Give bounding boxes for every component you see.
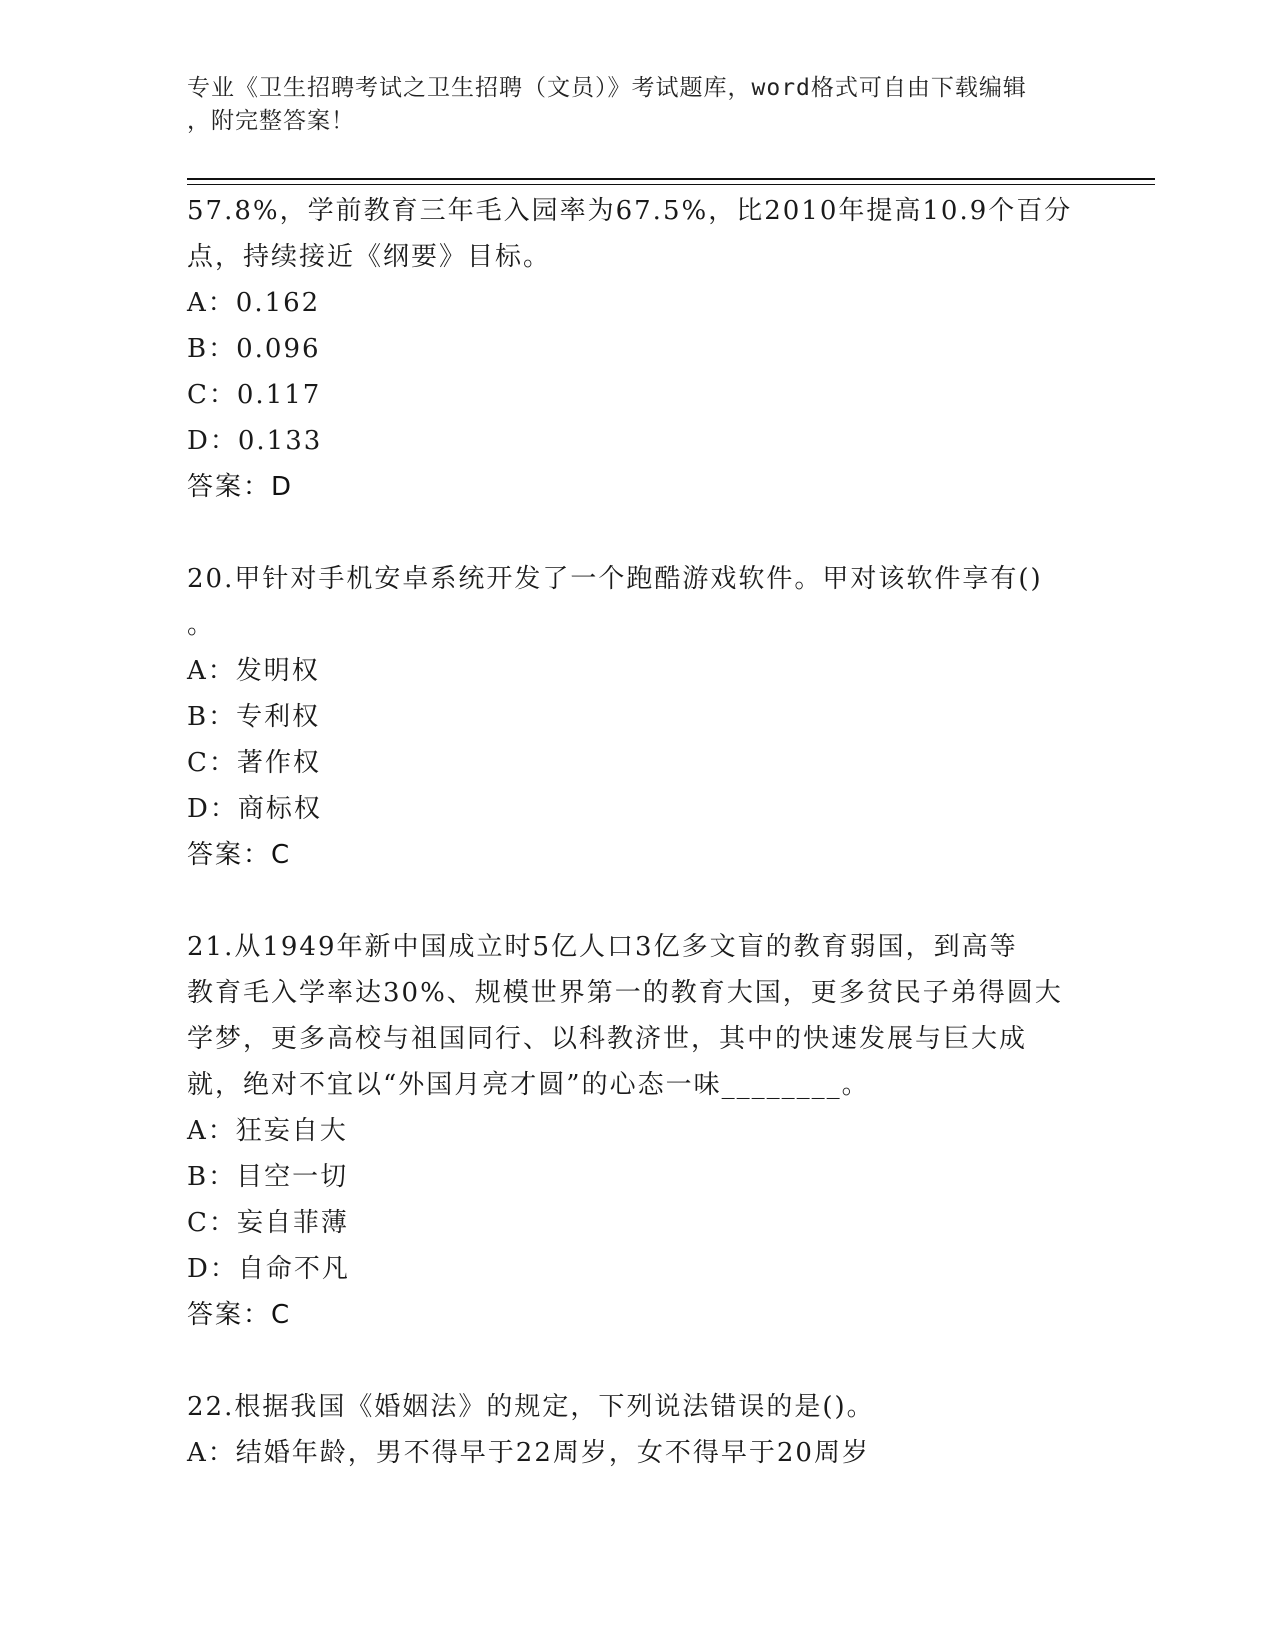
option-d: D：0.133 [187, 426, 323, 456]
header-rule-thin [187, 184, 1155, 185]
option-b: B：专利权 [187, 702, 321, 732]
option-c: C：著作权 [187, 748, 321, 778]
option-a: A：狂妄自大 [187, 1116, 348, 1146]
answer-line: 答案：C [187, 1300, 292, 1330]
answer-line: 答案：D [187, 472, 294, 502]
option-a: A：0.162 [187, 288, 321, 318]
option-a: A：发明权 [187, 656, 320, 686]
question-stem-line: 22.根据我国《婚姻法》的规定，下列说法错误的是()。 [187, 1392, 875, 1422]
option-c: C：0.117 [187, 380, 322, 410]
option-c: C：妄自菲薄 [187, 1208, 349, 1238]
option-d: D：商标权 [187, 794, 322, 824]
question-stem-line: 21.从1949年新中国成立时5亿人口3亿多文盲的教育弱国，到高等 [187, 932, 1018, 962]
question-stem-line: 。 [187, 610, 216, 640]
spacer [187, 510, 1087, 556]
option-d: D：自命不凡 [187, 1254, 350, 1284]
question-20 [187, 556, 1087, 878]
document-header [187, 72, 1067, 138]
question-19 [187, 188, 1087, 510]
question-content [187, 188, 1087, 1476]
option-b: B：0.096 [187, 334, 321, 364]
question-21 [187, 924, 1087, 1338]
header-rule-thick [187, 178, 1155, 180]
question-stem-line: 点，持续接近《纲要》目标。 [187, 242, 552, 272]
question-stem-line: 57.8%，学前教育三年毛入园率为67.5%，比2010年提高10.9个百分 [187, 196, 1073, 226]
answer-line: 答案：C [187, 840, 292, 870]
question-stem-line: 20.甲针对手机安卓系统开发了一个跑酷游戏软件。甲对该软件享有() [187, 564, 1043, 594]
question-stem-line: 教育毛入学率达30%、规模世界第一的教育大国，更多贫民子弟得圆大 [187, 978, 1063, 1008]
header-line-1: 专业《卫生招聘考试之卫生招聘（文员）》考试题库，word格式可自由下载编辑 [187, 75, 1027, 101]
option-b: B：目空一切 [187, 1162, 349, 1192]
question-stem-line: 就，绝对不宜以“外国月亮才圆”的心态一味________。 [187, 1070, 870, 1100]
question-22 [187, 1384, 1087, 1476]
question-stem-line: 学梦，更多高校与祖国同行、以科教济世，其中的快速发展与巨大成 [187, 1024, 1028, 1054]
option-a: A：结婚年龄，男不得早于22周岁，女不得早于20周岁 [187, 1438, 870, 1468]
spacer [187, 878, 1087, 924]
header-line-2: ，附完整答案！ [187, 108, 355, 134]
spacer [187, 1338, 1087, 1384]
